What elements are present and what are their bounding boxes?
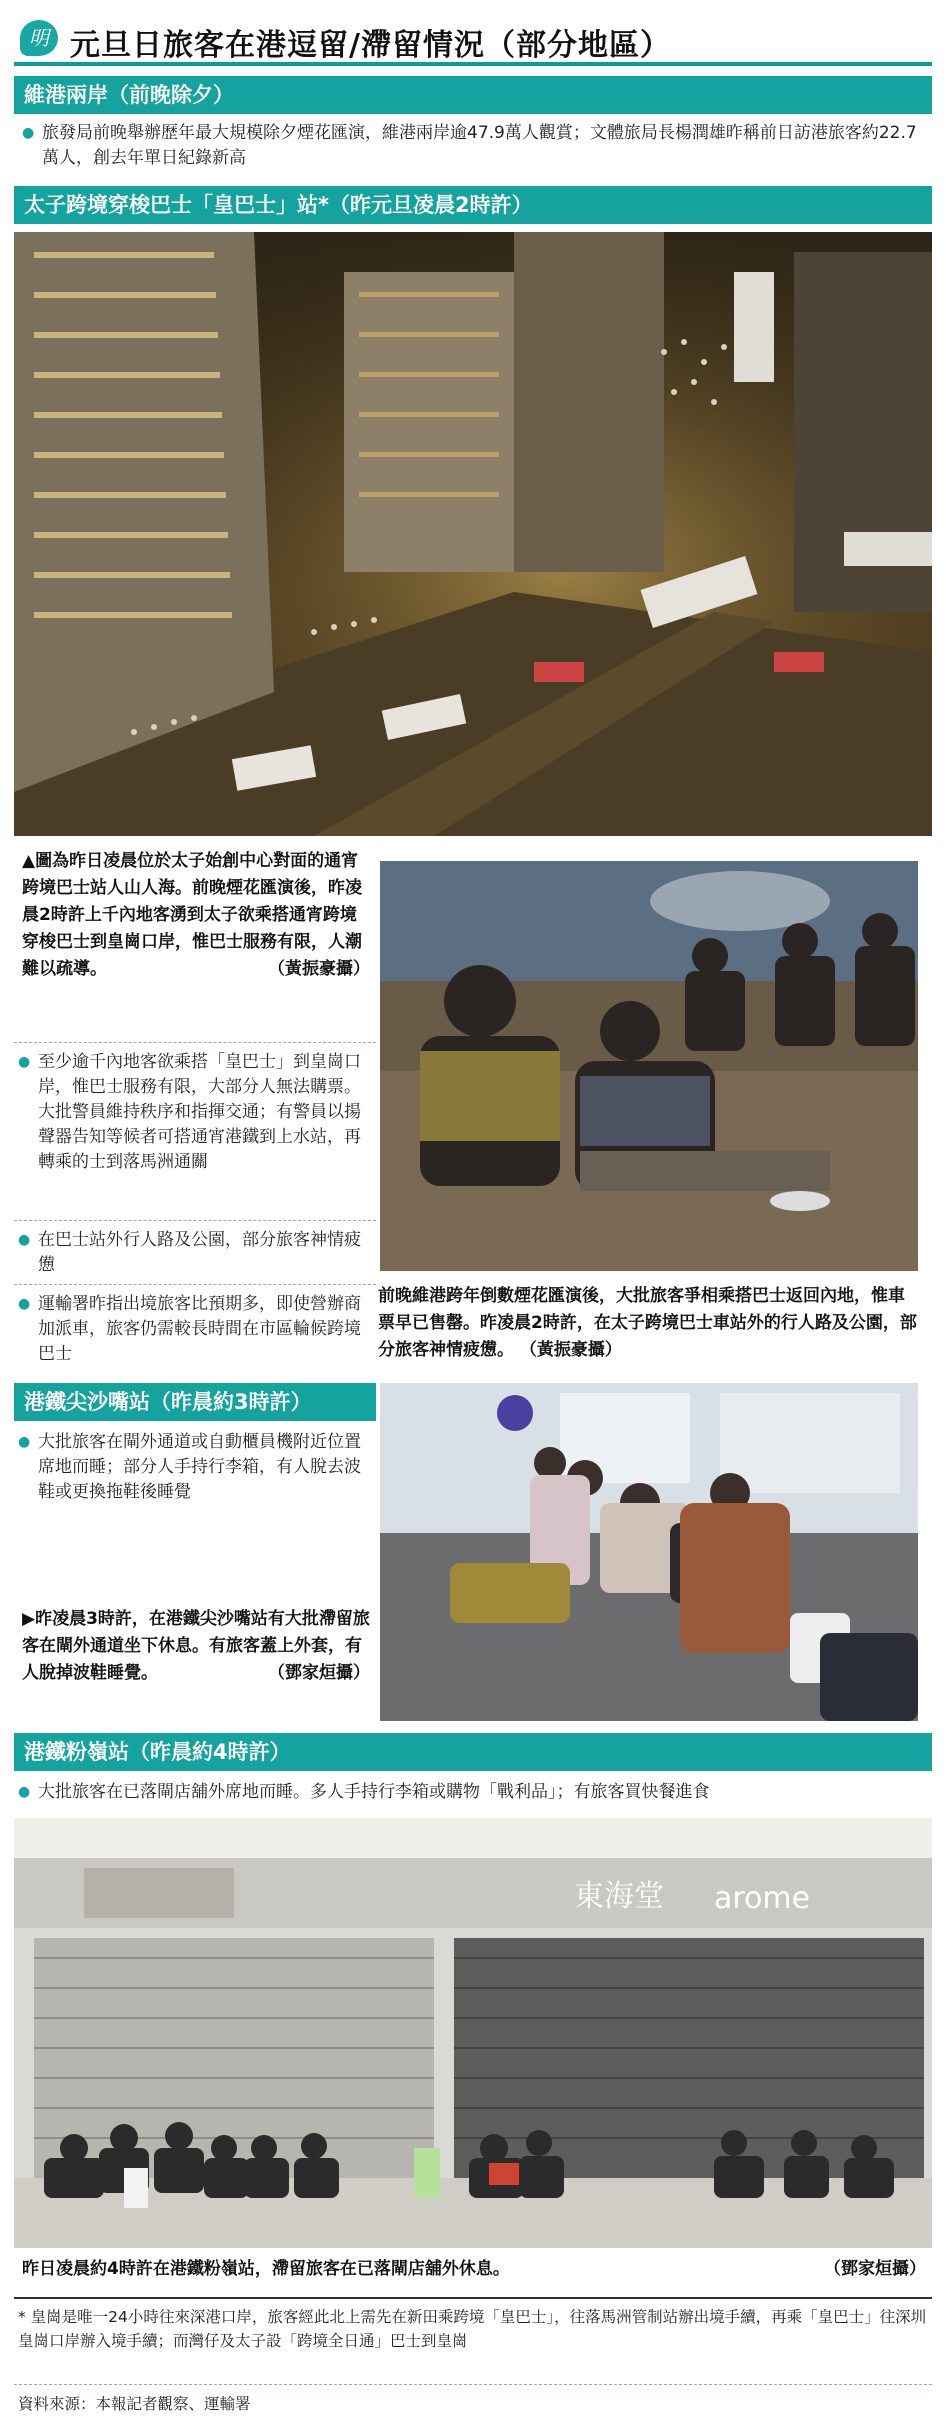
bullet-dot-icon: ● xyxy=(18,1296,31,1312)
caption-fanling: 昨日凌晨約4時許在港鐵粉嶺站，滯留旅客在已落閘店舖外休息。 （鄧家烜攝） xyxy=(22,2256,926,2283)
divider xyxy=(14,1220,376,1221)
section-heading-fanling: 港鐵粉嶺站（昨晨約4時許） xyxy=(14,1733,932,1771)
bullet-dot-icon: ● xyxy=(22,125,35,141)
credit-tired-travellers: （黃振豪攝） xyxy=(519,1340,622,1360)
section-heading-tsim-sha-tsui: 港鐵尖沙嘴站（昨晨約3時許） xyxy=(14,1383,376,1421)
credit-bus-station: （黃振豪攝） xyxy=(268,959,370,979)
bullet-harbour: ● 旅發局前晚舉辦歷年最大規模除夕煙花匯演，維港兩岸逾47.9萬人觀賞；文體旅局長楊潤雄昨稱前日訪港旅客約22.7萬人，創去年單日紀錄新高 xyxy=(22,123,917,168)
caption-bus-station: ▲圖為昨日凌晨位於太子始創中心對面的通宵跨境巴士站人山人海。前晚煙花匯演後，昨凌晨2時許上千內地客湧到太子欲乘搭通宵跨境穿梭巴士到皇崗口岸，惟巴士服務有限，人潮難以疏導。 （黃振豪攝） xyxy=(22,848,370,983)
bullet-dot-icon: ● xyxy=(18,1434,31,1450)
bullet-dot-icon: ● xyxy=(18,1054,31,1070)
bullet-prince-3: ● 運輸署昨指出境旅客比預期多，即使營辦商加派車，旅客仍需較長時間在市區輪候跨境巴士 xyxy=(18,1294,361,1364)
newspaper-logo: 明 xyxy=(20,20,58,56)
section-heading-harbour: 維港兩岸（前晚除夕） xyxy=(14,76,932,114)
divider xyxy=(14,1042,376,1043)
footer-divider xyxy=(14,2384,932,2385)
shop-sign-text: 東海堂 xyxy=(574,1879,664,1914)
shop-sign-text: arome xyxy=(714,1881,811,1916)
bullet-tsim-sha-tsui: ● 大批旅客在閘外通道或自動櫃員機附近位置席地而睡；部分人手持行李箱，有人脫去波鞋或更換拖鞋後睡覺 xyxy=(18,1432,361,1502)
bullet-prince-2: ● 在巴士站外行人路及公園，部分旅客神情疲憊 xyxy=(18,1230,361,1275)
bullet-dot-icon: ● xyxy=(18,1784,31,1800)
bullet-prince-1: ● 至少逾千內地客欲乘搭「皇巴士」到皇崗口岸，惟巴士服務有限，大部分人無法購票。大批警員維持秩序和指揮交通；有警員以揚聲器告知等候者可搭通宵港鐵到上水站，再轉乘的士到落馬洲通關 xyxy=(18,1052,361,1172)
divider xyxy=(14,1284,376,1285)
caption-tired-travellers: 前晚維港跨年倒數煙花匯演後，大批旅客爭相乘搭巴士返回內地，惟車票早已售罄。昨凌晨2時許，在太子跨境巴士車站外的行人路及公園，部分旅客神情疲憊。 （黃振豪攝） xyxy=(378,1286,917,1360)
photo-tired-travellers xyxy=(380,861,918,1271)
photo-bus-station-crowd xyxy=(14,232,932,836)
credit-tsim-sha-tsui: （鄧家烜攝） xyxy=(268,1663,370,1683)
photo-tsim-sha-tsui-station xyxy=(380,1383,918,1721)
title-bar xyxy=(14,14,932,66)
photo-fanling-station xyxy=(14,1818,932,2248)
section-heading-prince-edward: 太子跨境穿梭巴士「皇巴士」站*（昨元旦凌晨2時許） xyxy=(14,186,932,224)
bullet-fanling: ● 大批旅客在已落閘店舖外席地而睡。多人手持行李箱或購物「戰利品」；有旅客買快餐進食 xyxy=(18,1780,928,1805)
page-title: 元旦日旅客在港逗留/滯留情況（部分地區） xyxy=(70,28,671,63)
source-note: 資料來源：本報記者觀察、運輸署 xyxy=(18,2395,251,2413)
caption-tsim-sha-tsui: ▶昨凌晨3時許，在港鐵尖沙嘴站有大批滯留旅客在閘外通道坐下休息。有旅客蓋上外套，有人脫掉波鞋睡覺。 （鄧家烜攝） xyxy=(22,1606,370,1687)
bullet-dot-icon: ● xyxy=(18,1232,31,1248)
credit-fanling: （鄧家烜攝） xyxy=(824,2259,926,2279)
footnote-huanggang: * 皇崗是唯一24小時往來深港口岸，旅客經此北上需先在新田乘跨境「皇巴士」，往落馬洲管制站辦出境手續，再乘「皇巴士」往深圳皇崗口岸辦入境手續；而灣仔及太子設「跨境全日通」巴士到皇崗 xyxy=(18,2308,927,2350)
footer-divider xyxy=(14,2297,932,2299)
